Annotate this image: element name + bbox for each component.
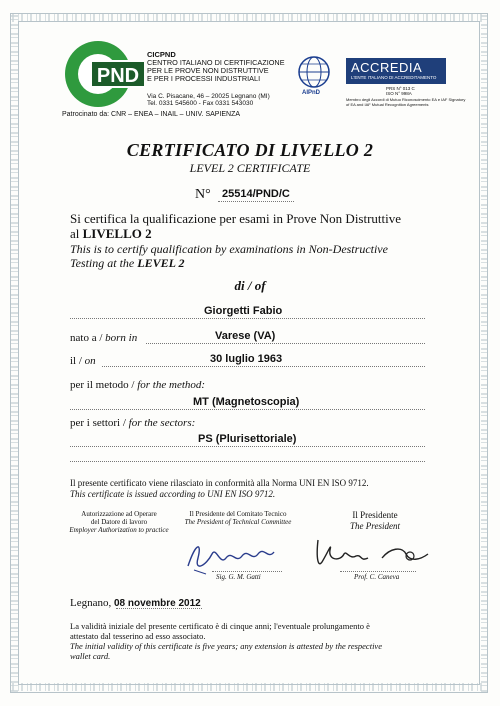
statement-en-line-1: This is to certify qualification by examinations in Non-Destructive <box>70 242 388 256</box>
statement-english <box>70 242 470 270</box>
statement-en-line-2 <box>70 256 470 270</box>
validity-en-line-1: The initial validity of this certificate is five years; any extension is attested by the respective <box>70 641 382 651</box>
signature-caneva <box>310 532 440 574</box>
di-of-label: di / of <box>234 278 266 293</box>
issuer-name-line-2: PER LE PROVE NON DISTRUTTIVE <box>147 66 269 75</box>
president-signature-line <box>340 571 416 572</box>
statement-it-level: LIVELLO 2 <box>82 226 152 241</box>
president-label-en: The President <box>350 521 400 531</box>
issuer-acronym: CICPND <box>147 50 176 59</box>
sectors-dotted-line-1 <box>70 446 425 447</box>
standard-statement-it: Il presente certificato viene rilasciato in conformità alla Norma UNI EN ISO 9712. <box>70 478 369 488</box>
accredia-logo <box>346 58 446 84</box>
method-label-en: for the method: <box>137 379 206 391</box>
tech-committee-signature-line <box>212 571 282 572</box>
signature-technical-committee <box>178 510 298 526</box>
validity-note <box>70 621 460 661</box>
standard-statement-en: This certificate is issued according to UNI EN ISO 9712. <box>70 489 276 499</box>
statement-it-line-1: Si certifica la qualificazione per esami in Prove Non Distruttive <box>70 211 402 226</box>
issue-date-dotted-line <box>116 608 202 609</box>
number-dotted-line <box>218 201 294 202</box>
accredia-code-1: PRS N° 013 C <box>386 86 415 91</box>
born-on-label-en: on <box>84 355 96 367</box>
sectors-label-en: for the sectors: <box>128 417 196 429</box>
sectors-dotted-line-2 <box>70 461 425 462</box>
born-in-label <box>70 332 137 344</box>
employer-auth-label-it-1: Autorizzazione ad Operare <box>81 510 157 518</box>
aipnd-globe-icon <box>296 55 332 95</box>
name-dotted-line <box>70 318 425 319</box>
tech-committee-signatory: Sig. G. M. Gatti <box>216 573 261 581</box>
pnd-logo <box>62 40 144 108</box>
statement-en-prefix: Testing at the <box>70 256 138 270</box>
statement-en-level: LEVEL 2 <box>137 256 185 270</box>
born-in-dotted-line <box>146 343 425 344</box>
issuer-address: Via C. Pisacane, 46 – 20025 Legnano (MI) <box>147 93 270 100</box>
employer-auth-label-en: Employer Authorization to practice <box>69 526 169 534</box>
issuer-phone: Tel. 0331 545600 - Fax 0331 543030 <box>147 100 254 107</box>
employer-auth-label-it-2: del Datore di lavoro <box>90 518 148 526</box>
validity-it-line-1: La validità iniziale del presente certificato è di cinque anni; l'eventuale prolungamento è <box>70 621 370 631</box>
sectors-value: PS (Plurisettoriale) <box>198 433 297 445</box>
statement-it-prefix: al <box>70 226 83 241</box>
born-on-label <box>70 355 96 367</box>
tech-committee-label-it: Il Presidente del Comitato Tecnico <box>189 510 287 518</box>
issuer-name-line-3: E PER I PROCESSI INDUSTRIALI <box>147 74 261 83</box>
issuer-block <box>147 50 285 83</box>
validity-it-line-2: attestato dal tesserino ad esso associato. <box>70 631 206 641</box>
pnd-logo-text: PND <box>96 65 140 87</box>
method-value: MT (Magnetoscopia) <box>193 396 300 408</box>
president-signatory: Prof. C. Caneva <box>354 573 400 581</box>
born-date: 30 luglio 1963 <box>210 353 283 365</box>
number-label: N° <box>195 187 211 202</box>
born-in-label-it: nato a / <box>70 332 106 344</box>
statement-it-line-2 <box>70 226 470 241</box>
issue-place: Legnano, <box>70 597 114 609</box>
accredia-subtitle: L'ENTE ITALIANO DI ACCREDITAMENTO <box>351 75 437 80</box>
issuer-contact <box>147 93 270 107</box>
method-dotted-line <box>70 409 425 410</box>
accredia-code-2: ISO N° 998A <box>386 91 412 96</box>
tech-committee-label-en: The President of Technical Committee <box>184 518 292 526</box>
issuer-name-line-1: CENTRO ITALIANO DI CERTIFICAZIONE <box>147 58 285 67</box>
accredia-codes <box>386 86 415 96</box>
accredia-name: ACCREDIA <box>351 60 423 75</box>
patronage-line: Patrocinato da: CNR – ENEA – INAIL – UNIV. SAPIENZA <box>62 111 241 118</box>
born-on-label-it: il / <box>70 355 85 367</box>
certificate-title: CERTIFICATO DI LIVELLO 2 <box>126 140 374 160</box>
validity-en-line-2: wallet card. <box>70 651 111 661</box>
signature-employer <box>64 510 174 534</box>
standard-statement <box>70 478 490 500</box>
statement-italian <box>70 211 470 241</box>
method-label-it: per il metodo / <box>70 379 138 391</box>
president-label-it: Il Presidente <box>352 510 398 520</box>
aipnd-label: AIPnD <box>302 90 320 96</box>
born-in-label-en: born in <box>105 332 138 344</box>
born-on-dotted-line <box>102 366 425 367</box>
signature-president <box>335 510 415 532</box>
certificate-subtitle: LEVEL 2 CERTIFICATE <box>189 161 311 175</box>
born-place: Varese (VA) <box>215 330 276 342</box>
certificate-number: 25514/PND/C <box>222 188 290 200</box>
accredia-note: Membro degli Accordi di Mutuo Riconoscimento EA e IAF Signatory of EA and IAF Mutual Recognition Agreements <box>346 97 466 107</box>
holder-name: Giorgetti Fabio <box>204 305 283 317</box>
sectors-label-it: per i settori / <box>70 417 129 429</box>
issue-date: 08 novembre 2012 <box>113 598 201 609</box>
sectors-label <box>70 417 195 429</box>
method-label <box>70 379 205 391</box>
